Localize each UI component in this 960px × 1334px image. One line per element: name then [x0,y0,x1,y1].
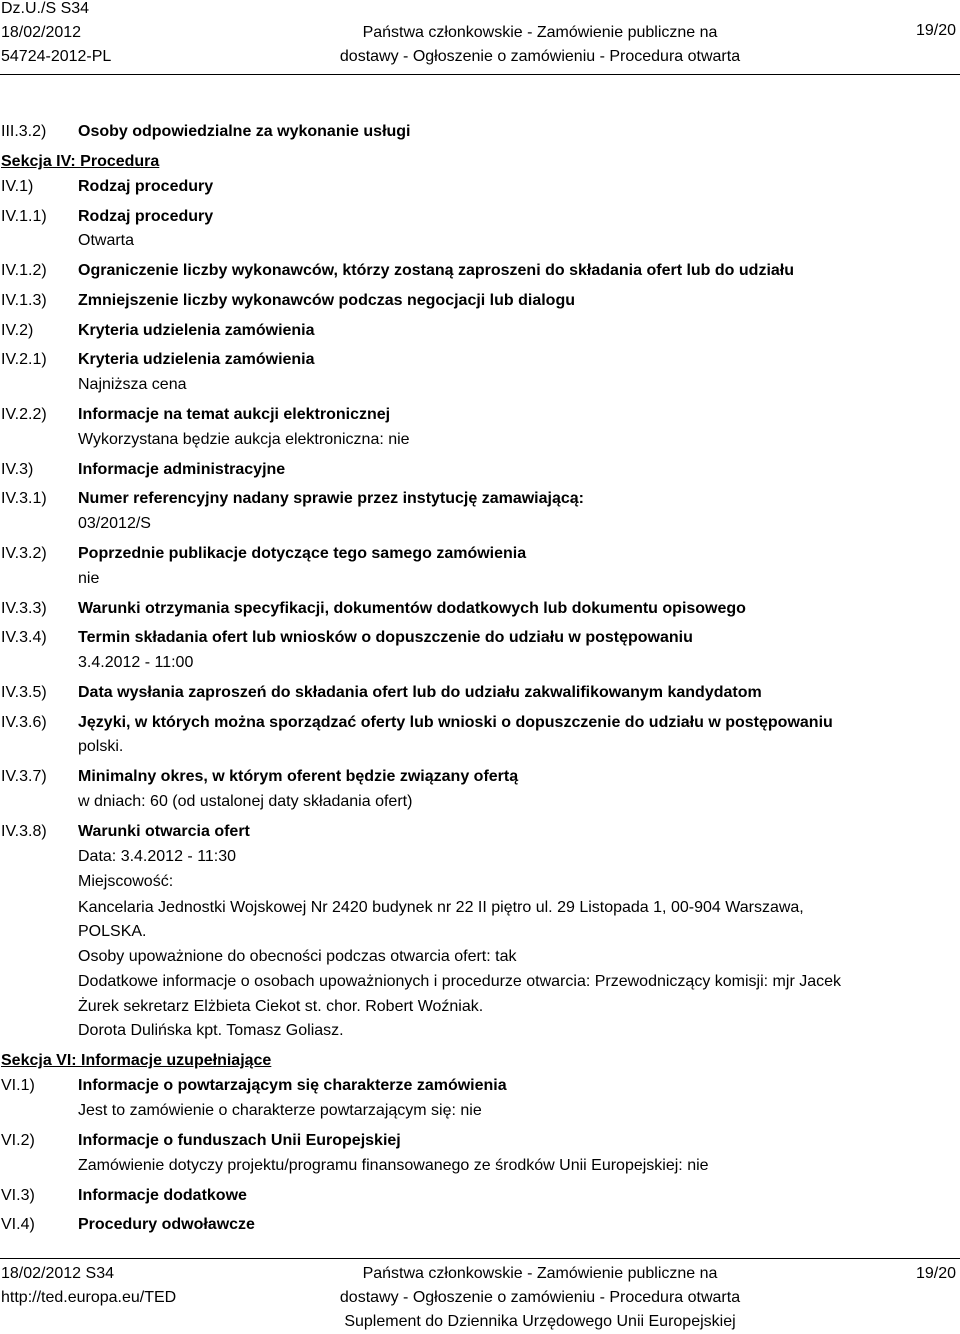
authorised-persons: Osoby upoważnione do obecności podczas otwarcia ofert: tak [78,948,517,965]
section-heading: Osoby odpowiedzialne za wykonanie usługi [78,123,411,140]
section-heading: Kryteria udzielenia zamówienia [78,351,315,368]
section-heading: Informacje dodatkowe [78,1187,247,1204]
opening-place-country: POLSKA. [78,923,147,940]
section-value: Najniższa cena [78,376,187,393]
section-number: VI.1) [1,1077,35,1094]
header-date: 18/02/2012 [1,24,82,41]
section-vi-title: Sekcja VI: Informacje uzupełniające [1,1052,272,1069]
header-rule [0,74,960,75]
section-heading: Warunki otwarcia ofert [78,823,250,840]
section-number: IV.3.2) [1,545,47,562]
section-number: IV.2) [1,322,34,339]
section-number: IV.3.3) [1,600,47,617]
footer-title-line3: Suplement do Dziennika Urzędowego Unii Europejskiej [344,1313,736,1330]
section-number: IV.3.4) [1,629,47,646]
section-number: IV.2.2) [1,406,47,423]
section-iv-title: Sekcja IV: Procedura [1,153,160,170]
section-number: IV.1.2) [1,262,47,279]
section-number: IV.1) [1,178,34,195]
header-page-number: 19/20 [915,22,956,39]
section-value: polski. [78,738,124,755]
section-heading: Minimalny okres, w którym oferent będzie związany ofertą [78,768,519,785]
section-heading: Rodzaj procedury [78,178,214,195]
section-heading: Zmniejszenie liczby wykonawców podczas negocjacji lub dialogu [78,292,575,309]
section-heading: Ograniczenie liczby wykonawców, którzy zostaną zaproszeni do składania ofert lub do udziału [78,262,794,279]
additional-info-line2: Żurek sekretarz Elżbieta Ciekot st. chor. Robert Woźniak. [78,998,484,1015]
footer-rule [0,1258,960,1259]
section-number: IV.3.1) [1,490,47,507]
opening-date: Data: 3.4.2012 - 11:30 [78,848,237,865]
section-heading: Informacje na temat aukcji elektronicznej [78,406,391,423]
footer-title-line1: Państwa członkowskie - Zamówienie publiczne na [362,1265,718,1282]
header-title-line2: dostawy - Ogłoszenie o zamówieniu - Procedura otwarta [339,48,741,65]
section-number: IV.2.1) [1,351,47,368]
section-number: IV.1.3) [1,292,47,309]
additional-info-line1: Dodatkowe informacje o osobach upoważnionych i procedurze otwarcia: Przewodniczący komisji: mjr Jacek [78,973,842,990]
section-heading: Numer referencyjny nadany sprawie przez instytucję zamawiającą: [78,490,584,507]
notice-number: 54724-2012-PL [1,48,112,65]
section-value: w dniach: 60 (od ustalonej daty składania ofert) [78,793,413,810]
section-number: VI.4) [1,1216,35,1233]
section-heading: Informacje o funduszach Unii Europejskiej [78,1132,401,1149]
section-value: 3.4.2012 - 11:00 [78,654,194,671]
footer-title-line2: dostawy - Ogłoszenie o zamówieniu - Procedura otwarta [339,1289,741,1306]
section-value: Zamówienie dotyczy projektu/programu finansowanego ze środków Unii Europejskiej: nie [78,1157,709,1174]
journal-ref: Dz.U./S S34 [1,0,90,17]
section-number: IV.1.1) [1,208,47,225]
section-value: 03/2012/S [78,515,151,532]
section-number: IV.3.5) [1,684,47,701]
section-heading: Warunki otrzymania specyfikacji, dokumentów dodatkowych lub dokumentu opisowego [78,600,746,617]
page-footer [0,1262,960,1334]
section-heading: Procedury odwoławcze [78,1216,255,1233]
section-number: III.3.2) [1,123,47,140]
section-value: Jest to zamówienie o charakterze powtarzającym się: nie [78,1102,482,1119]
section-number: IV.3) [1,461,34,478]
header-title-line1: Państwa członkowskie - Zamówienie publiczne na [362,24,718,41]
footer-date-issue: 18/02/2012 S34 [1,1265,114,1282]
section-heading: Poprzednie publikacje dotyczące tego samego zamówienia [78,545,527,562]
opening-place-label: Miejscowość: [78,873,174,890]
footer-page-number: 19/20 [915,1265,956,1282]
opening-place: Kancelaria Jednostki Wojskowej Nr 2420 budynek nr 22 II piętro ul. 29 Listopada 1, 00-904 Warszawa, [78,899,804,916]
section-number: IV.3.7) [1,768,47,785]
section-number: VI.3) [1,1187,35,1204]
section-heading: Termin składania ofert lub wniosków o dopuszczenie do udziału w postępowaniu [78,629,693,646]
section-heading: Rodzaj procedury [78,208,214,225]
page-header [0,0,960,72]
additional-info-line3: Dorota Dulińska kpt. Tomasz Goliasz. [78,1022,344,1039]
section-heading: Data wysłania zaproszeń do składania ofert lub do udziału zakwalifikowanym kandydatom [78,684,762,701]
section-heading: Języki, w których można sporządzać oferty lub wnioski o dopuszczenie do udziału w postępowaniu [78,714,833,731]
section-heading: Informacje administracyjne [78,461,286,478]
section-heading: Kryteria udzielenia zamówienia [78,322,315,339]
footer-link[interactable]: http://ted.europa.eu/TED [1,1289,177,1306]
section-number: IV.3.8) [1,823,47,840]
section-value: nie [78,570,100,587]
section-heading: Informacje o powtarzającym się charakterze zamówienia [78,1077,507,1094]
section-value: Otwarta [78,232,135,249]
section-number: VI.2) [1,1132,35,1149]
section-value: Wykorzystana będzie aukcja elektroniczna: nie [78,431,410,448]
section-number: IV.3.6) [1,714,47,731]
